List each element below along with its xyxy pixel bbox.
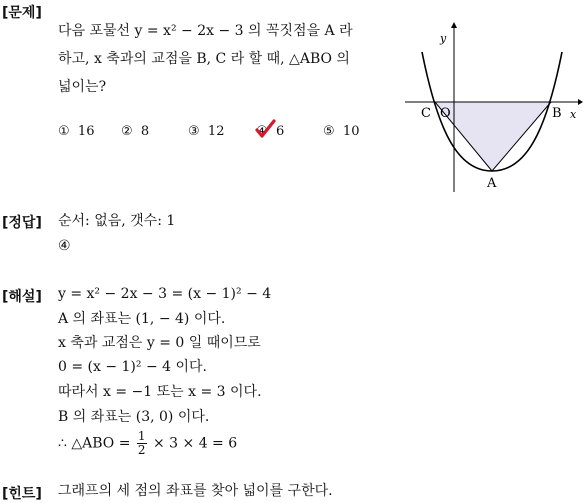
solution-line-7-post: × 3 × 4 = 6 — [148, 435, 238, 452]
option-3-value: 12 — [207, 124, 225, 139]
answer-line-2: ④ — [58, 238, 71, 254]
option-1[interactable] — [58, 124, 94, 139]
solution-line-1: y = x² − 2x − 3 = (x − 1)² − 4 — [58, 286, 272, 302]
problem-line-2: 하고, x 축과의 교점을 B, C 라 할 때, △ABO 의 — [58, 51, 350, 67]
hint-label: [힌트] — [2, 486, 42, 502]
point-b-label: B — [552, 106, 562, 121]
option-5-value: 10 — [342, 124, 360, 139]
option-3-number: ③ — [188, 124, 200, 139]
x-axis-label: x — [570, 108, 577, 121]
solution-label: [해설] — [2, 289, 42, 305]
x-axis-arrow-icon — [578, 99, 583, 105]
shaded-triangle — [435, 102, 551, 171]
option-5[interactable] — [323, 124, 359, 139]
option-4[interactable] — [256, 124, 284, 139]
answer-line-1: 순서: 없음, 갯수: 1 — [58, 213, 176, 229]
option-2-value: 8 — [140, 124, 150, 139]
option-2[interactable] — [121, 124, 149, 139]
hint-line-1: 그래프의 세 점의 좌표를 찾아 넓이를 구한다. — [58, 483, 333, 499]
problem-line-3: 넓이는? — [58, 79, 107, 95]
check-mark-icon — [254, 118, 276, 140]
option-3[interactable] — [188, 124, 224, 139]
solution-line-2: A 의 좌표는 (1, − 4) 이다. — [58, 311, 226, 327]
solution-line-7 — [58, 430, 237, 457]
fraction-denominator: 2 — [137, 443, 146, 457]
point-o-label: O — [440, 106, 451, 121]
answer-label: [정답] — [2, 215, 42, 231]
fraction-half — [137, 430, 147, 457]
fraction-numerator: 1 — [137, 429, 146, 443]
solution-line-6: B 의 좌표는 (3, 0) 이다. — [58, 409, 210, 425]
solution-line-7-pre: ∴ △ABO = — [58, 435, 135, 452]
solution-line-4: 0 = (x − 1)² − 4 이다. — [58, 359, 207, 375]
option-2-number: ② — [121, 124, 133, 139]
problem-label: [문제] — [2, 5, 42, 21]
problem-line-1: 다음 포물선 y = x² − 2x − 3 의 꼭짓점을 A 라 — [58, 23, 353, 39]
option-1-number: ① — [58, 124, 70, 139]
option-4-number: ④ — [256, 124, 268, 139]
parabola-graph — [400, 20, 583, 200]
y-axis-arrow-icon — [451, 22, 457, 28]
y-axis-label: y — [440, 32, 447, 45]
option-4-value: 6 — [275, 124, 285, 139]
option-5-number: ⑤ — [323, 124, 335, 139]
point-a-label: A — [487, 176, 497, 191]
solution-line-5: 따라서 x = −1 또는 x = 3 이다. — [58, 384, 262, 400]
point-c-label: C — [421, 106, 431, 121]
option-1-value: 16 — [77, 124, 95, 139]
solution-line-3: x 축과 교점은 y = 0 일 때이므로 — [58, 335, 261, 351]
